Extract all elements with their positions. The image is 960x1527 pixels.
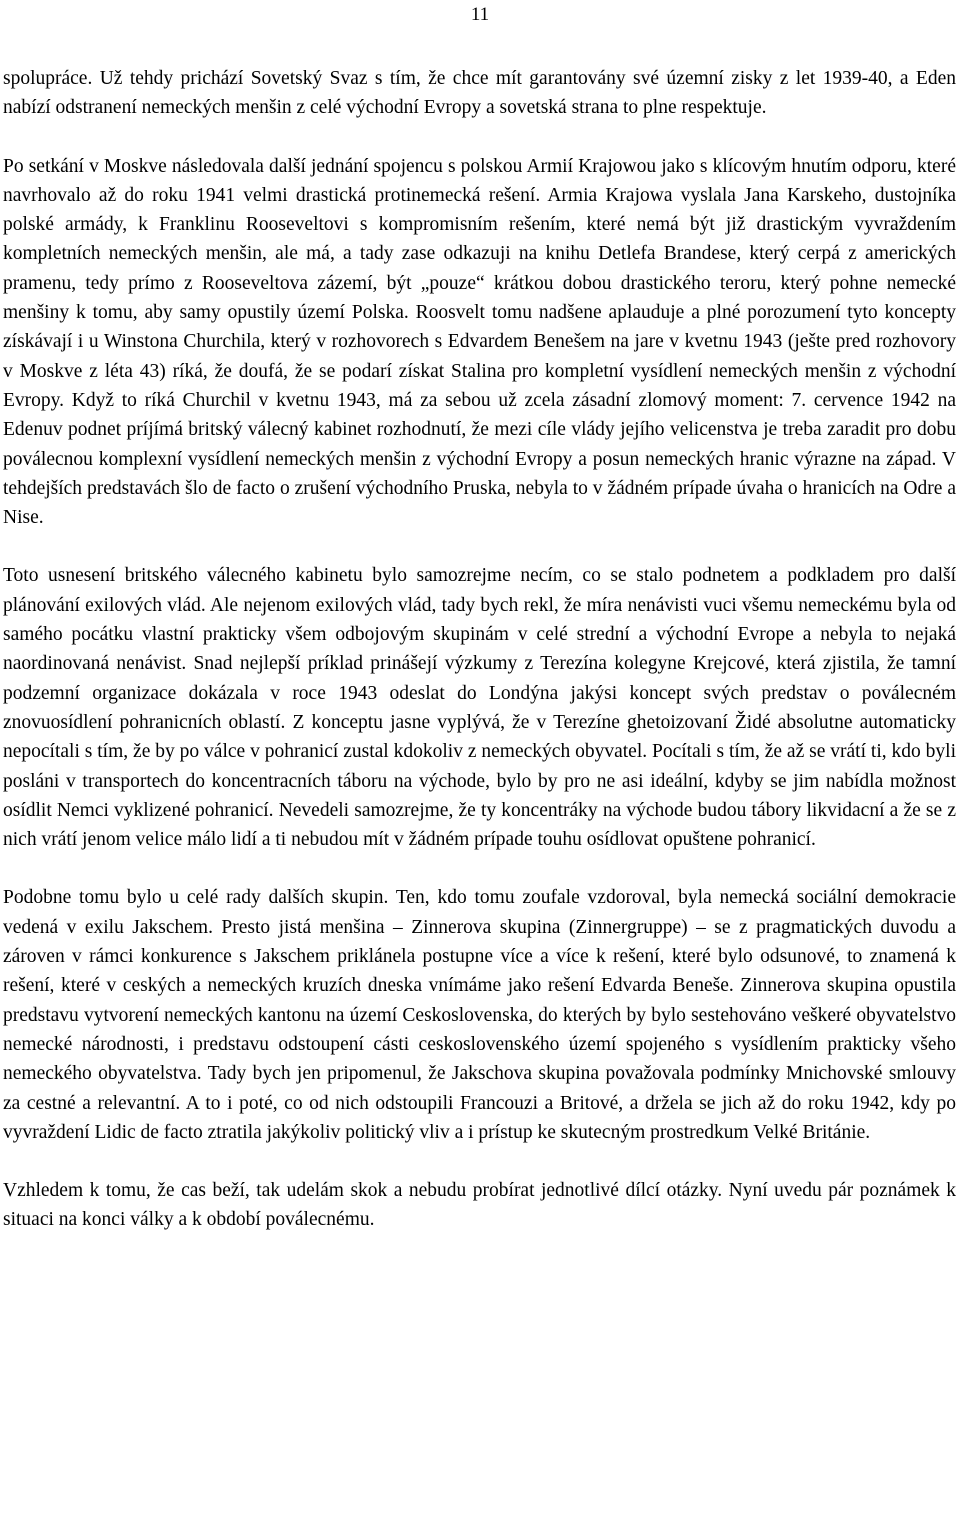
page-number: 11	[470, 4, 490, 25]
body-text	[3, 64, 956, 1235]
paragraph-4: Podobne tomu bylo u celé rady dalších skupin. Ten, kdo tomu zoufale vzdoroval, byla nemecká sociální demokracie vedená v exilu Jakschem. Presto jistá menšina – Zinnerova skupina (Zinnergruppe) – se z pragmatických duvodu a zároven v rámci konkurence s Jakschem priklánela postupne více a více k rešení, které bylo odsunové, to znamená k rešení, které v ceských a nemeckých kruzích dneska vnímáme jako rešení Edvarda Beneše. Zinnerova skupina opustila predstavu vytvorení nemeckých kantonu na území Ceskoslovenska, do kterých by bylo sestehováno veškeré obyvatelstvo nemecké národnosti, i predstavu odstoupení cásti ceskoslovenského území spojeného s vysídlením prakticky všeho nemeckého obyvatelstva. Tady bych jen pripomenul, že Jakschova skupina považovala podmínky Mnichovské smlouvy za cestné a relevantní. A to i poté, co od nich odstoupili Francouzi a Britové, a držela se jich až do roku 1942, kdy po vyvraždení Lidic de facto ztratila jakýkoliv politický vliv a i prístup ke skutecným prostredkum Velké Británie.	[3, 887, 956, 1143]
paragraph-1: spolupráce. Už tehdy prichází Sovetský Svaz s tím, že chce mít garantovány své územní zisky z let 1939-40, a Eden nabízí odstranení nemeckých menšin z celé východní Evropy a sovetská strana to plne respektuje.	[3, 68, 956, 119]
paragraph-2: Po setkání v Moskve následovala další jednání spojencu s polskou Armií Krajowou jako s klícovým hnutím odporu, které navrhovalo až do roku 1941 velmi drastická protinemecká rešení. Armia Krajowa vyslala Jana Karskeho, dustojníka polské armády, k Franklinu Rooseveltovi s kompromisním rešením, které nemá být již drastickým vyvraždením kompletních nemeckých menšin, ale má, a tady zase odkazuji na knihu Detlefa Brandese, který cerpá z amerických pramenu, tedy prímo z Rooseveltova zázemí, být „pouze“ krátkou dobou drastického teroru, který pohne nemecké menšiny k tomu, aby samy opustily území Polska. Roosvelt tomu nadšene aplauduje a plné porozumení tyto koncepty získávají i u Winstona Churchila, který v rozhovorech s Edvardem Benešem na jare v kvetnu 1943 (ješte pred rozhovory v Moskve z léta 43) ríká, že doufá, že se podarí získat Stalina pro kompletní vysídlení nemeckých menšin z východní Evropy. Když to ríká Churchil v kvetnu 1943, má za sebou už zcela zásadní zlomový moment: 7. cervence 1942 na Edenuv podnet príjímá britský válecný kabinet rozhodnutí, že mezi cíle vlády jejího velicenstva je treba zaradit pro dobu poválecnou komplexní vysídlení nemeckých menšin z východní Evropy a posun nemeckých hranic výrazne na západ. V tehdejších predstavách šlo de facto o zrušení východního Pruska, nebyla to v žádném prípade úvaha o hranicích na Odre a Nise.	[3, 155, 956, 529]
paragraph-3: Toto usnesení britského válecného kabinetu bylo samozrejme necím, co se stalo podnetem a podkladem pro další plánování exilových vlád. Ale nejenom exilových vlád, tady bych rekl, že míra nenávisti vuci všemu nemeckému byla od samého pocátku vlastní prakticky všem odbojovým skupinám v celé strední a východní Evrope a nebyla to nejaká naordinovaná nenávist. Snad nejlepší príklad prinášejí výzkumy z Terezína kolegyne Krejcové, která zjistila, že tamní podzemní organizace dokázala v roce 1943 odeslat do Londýna jakýsi koncept svých predstav o poválecném znovuosídlení pohranicních oblastí. Z konceptu jasne vyplývá, že v Terezíne ghetoizovaní Židé absolutne automaticky nepocítali s tím, že by po válce v pohranicí zustal kdokoliv z nemeckých obyvatel. Pocítali s tím, že až se vrátí ti, kdo byli posláni v transportech do koncentracních táboru na východe, bylo by pro ne asi ideální, kdyby se jim nabídla možnost osídlit Nemci vyklizené pohranicí. Nevedeli samozrejme, že ty koncentráky na východe budou tábory likvidacní a že se z nich vrátí jenom velice málo lidí a ti nebudou mít v žádném prípade touhu osídlovat opuštene pohranicí.	[3, 565, 956, 851]
paragraph-5: Vzhledem k tomu, že cas beží, tak udelám skok a nebudu probírat jednotlivé dílcí otázky. Nyní uvedu pár poznámek k situaci na konci války a k období poválecnému.	[3, 1180, 956, 1231]
